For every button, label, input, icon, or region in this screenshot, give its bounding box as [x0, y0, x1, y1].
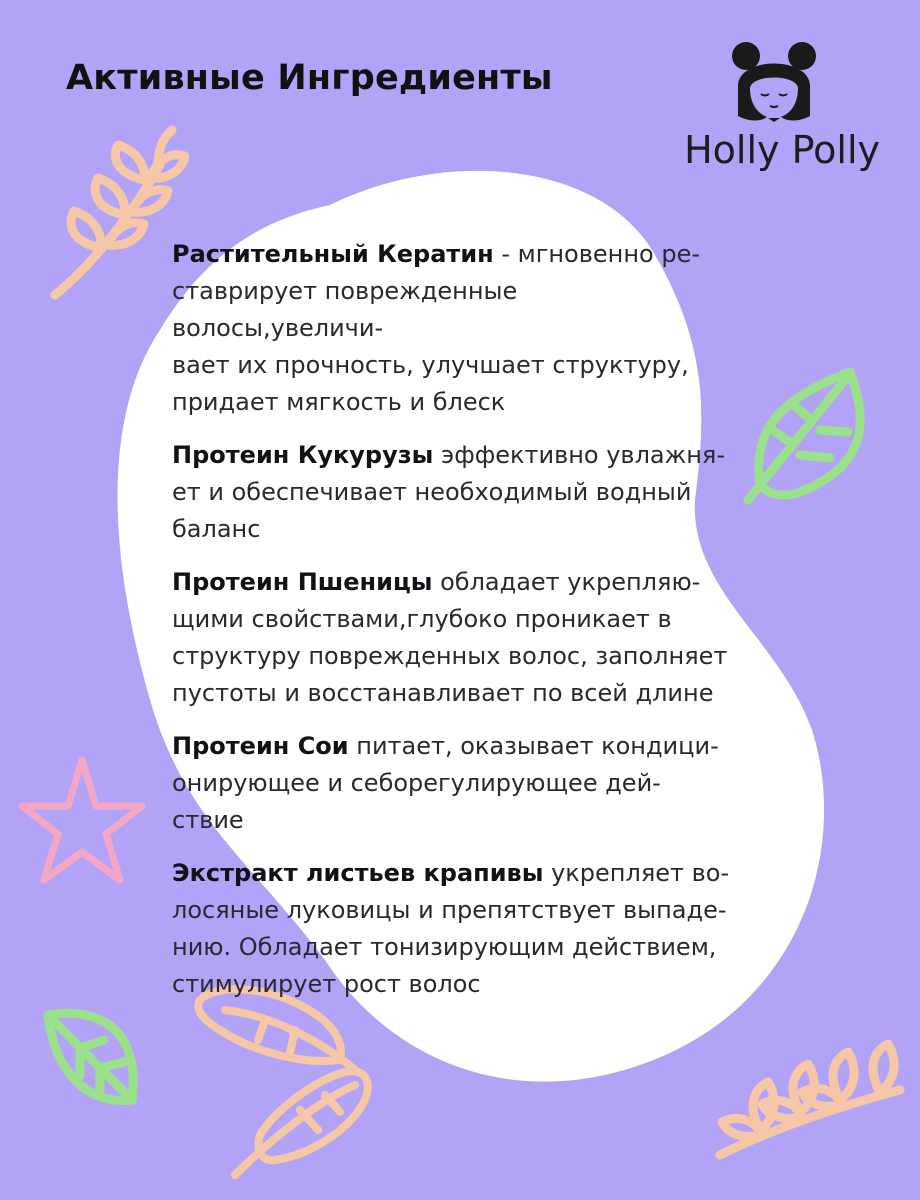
brand-name: Holly Polly	[684, 128, 880, 172]
ingredients-list	[172, 236, 732, 1019]
ingredient-name: Экстракт листьев крапивы	[172, 859, 544, 887]
ingredient-name: Протеин Сои	[172, 732, 349, 760]
ingredient-name: Растительный Кератин	[172, 240, 494, 268]
ingredient-text: укрепляет во-	[551, 859, 730, 887]
girl-face-logo-icon	[724, 36, 824, 126]
ingredient-text: ствие	[172, 806, 244, 834]
ingredient-text: онирующее и себорегулирующее дей-	[172, 769, 661, 797]
ingredient-text: придает мягкость и блеск	[172, 388, 506, 416]
ingredient-text: эффективно увлажня-	[441, 441, 726, 469]
ingredient-text: баланс	[172, 515, 261, 543]
ingredient-name: Протеин Кукурузы	[172, 441, 434, 469]
ingredient-nettle-extract	[172, 855, 732, 1003]
page-title: Активные Ингредиенты	[66, 58, 553, 98]
ingredient-text: ет и обеспечивает необходимый водный	[172, 478, 692, 506]
ingredient-text: обладает укрепляю-	[440, 568, 701, 596]
ingredient-wheat-protein	[172, 564, 732, 712]
ingredient-text: вает их прочность, улучшает структуру,	[172, 351, 689, 379]
ingredient-corn-protein	[172, 437, 732, 548]
ingredient-name: Протеин Пшеницы	[172, 568, 433, 596]
ingredient-text: стимулирует рост волос	[172, 970, 481, 998]
ingredient-soy-protein	[172, 728, 732, 839]
ingredient-text: питает, оказывает кондици-	[356, 732, 719, 760]
ingredient-text: нию. Обладает тонизирующим действием,	[172, 933, 717, 961]
ingredient-text: пустоты и восстанавливает по всей длине	[172, 679, 714, 707]
brand-block	[662, 36, 882, 186]
ingredient-text: ставрирует поврежденные волосы,увеличи-	[172, 277, 518, 342]
ingredient-text: щими свойствами,глубоко проникает в	[172, 605, 672, 633]
ingredient-keratin	[172, 236, 732, 421]
ingredient-text: структуру поврежденных волос, заполняет	[172, 642, 728, 670]
ingredient-text: - мгновенно ре-	[501, 240, 701, 268]
ingredient-text: лосяные луковицы и препятствует выпаде-	[172, 896, 727, 924]
